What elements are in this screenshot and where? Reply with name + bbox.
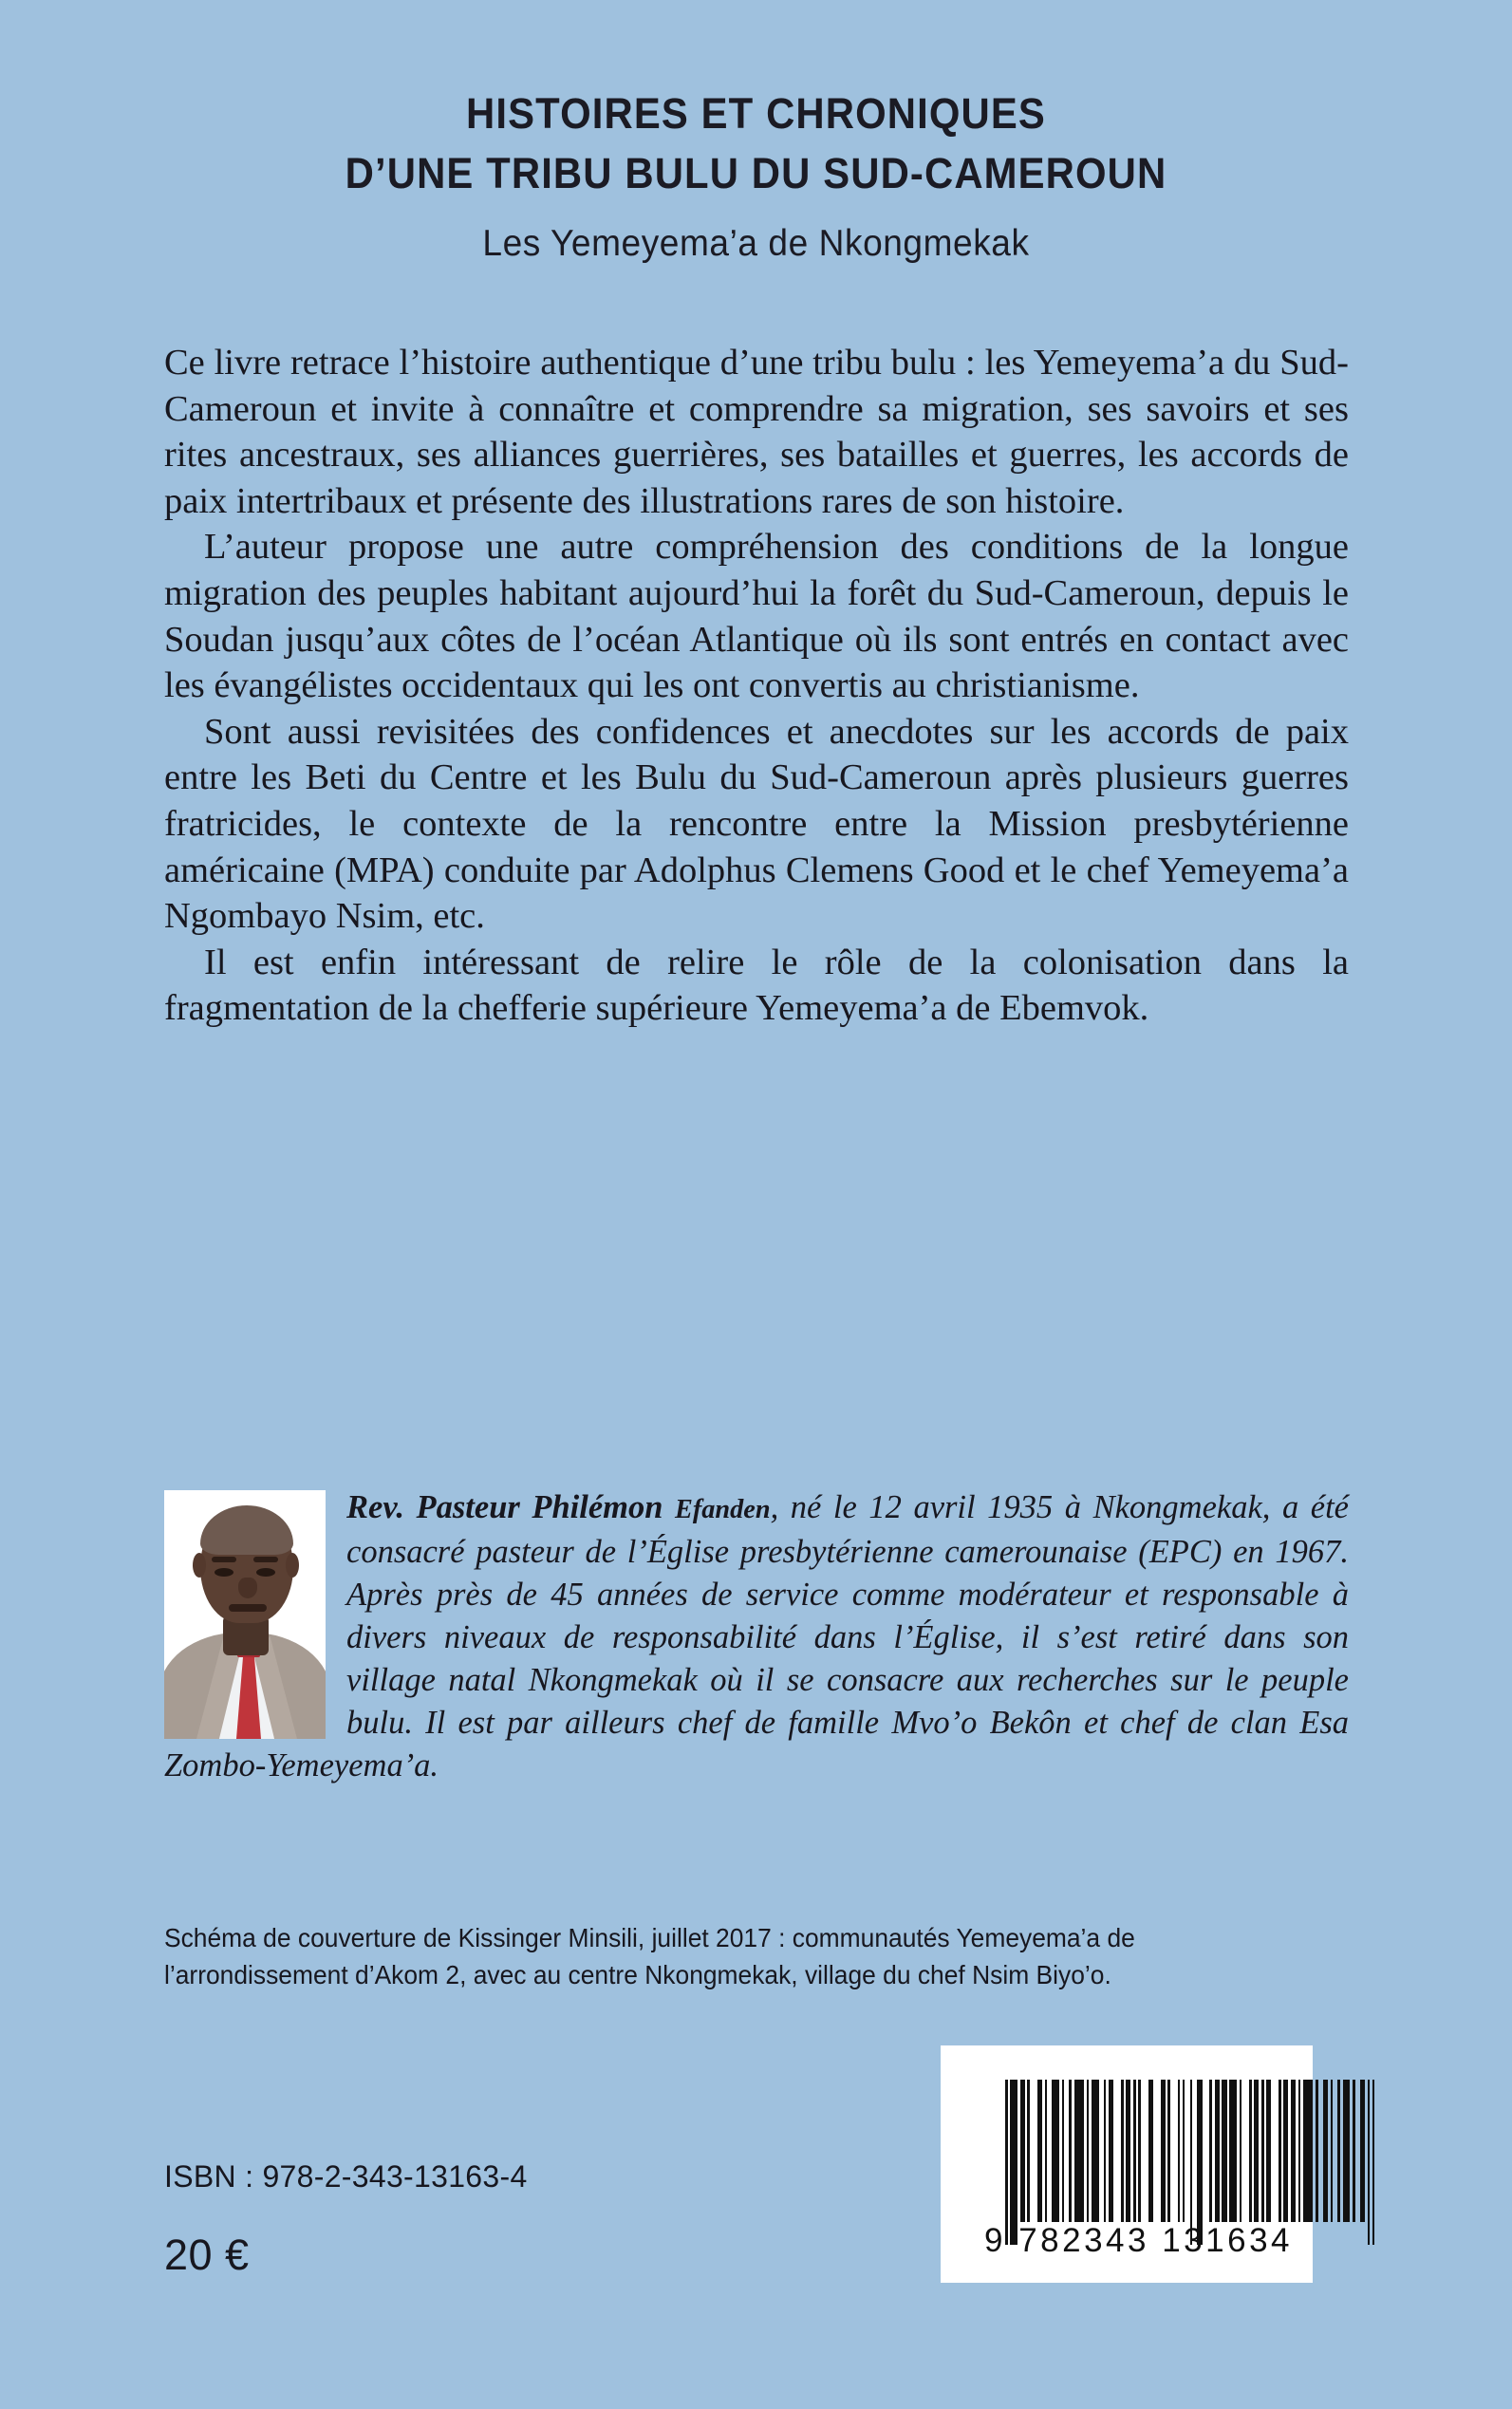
blurb-paragraph: Ce livre retrace l’histoire authentique d’une tribu bulu : les Yemeyema’a du Sud-Cameroun et invite à connaître et comprendre sa migration, ses savoirs et ses rites ancestraux, ses alliances guerrières, ses batailles et guerres, les accords de paix intertribaux et présente des illustrations rares de son histoire. — [164, 343, 1349, 521]
portrait-nose — [238, 1578, 257, 1598]
portrait-brow-left — [212, 1557, 236, 1562]
back-cover-blurb — [164, 340, 1349, 1032]
author-bio-text: , né le 12 avril 1935 à Nkongmekak, a été consacré pasteur de l’Église presbytérienne camerounaise (EPC) en 1967. Après près de 45 années de service comme modérateur et responsable à divers niveaux de responsabilité dans l’Église, il s’est retiré dans son village natal Nkongmekak où il se consacre aux recherches sur le peuple bulu. Il est par ailleurs chef de famille Mvo’o Bekôn et chef de clan Esa Zombo-Yemeyema’a. — [164, 1489, 1349, 1783]
author-name: Rev. Pasteur Philémon — [346, 1489, 675, 1525]
blurb-paragraph: L’auteur propose une autre compréhension des conditions de la longue migration des peuples habitant aujourd’hui la forêt du Sud-Cameroun, depuis le Soudan jusqu’aux côtes de l’océan Atlantique où ils sont entrés en contact avec les évangélistes occidentaux qui les ont convertis au christianisme. — [164, 527, 1349, 706]
portrait-mouth — [229, 1604, 267, 1612]
book-subtitle: Les Yemeyema’a de Nkongmekak — [482, 223, 1030, 264]
blurb-paragraph: Il est enfin intéressant de relire le rôle de la colonisation dans la fragmentation de la chefferie supérieure Yemeyema’a de Ebemvok. — [164, 942, 1349, 1029]
book-title-line-1: HISTOIRES ET CHRONIQUES — [466, 89, 1046, 138]
isbn-label: ISBN : 978-2-343-13163-4 — [164, 2159, 528, 2194]
barcode-bars — [1005, 2080, 1374, 2222]
barcode-panel — [941, 2045, 1313, 2283]
portrait-hair — [200, 1505, 293, 1555]
title-block — [0, 84, 1512, 271]
author-bio — [164, 1486, 1349, 1787]
cover-schema-credit: Schéma de couverture de Kissinger Minsili, juillet 2017 : communautés Yemeyema’a de l’arrondissement d’Akom 2, avec au centre Nkongmekak, village du chef Nsim Biyo’o. — [164, 1923, 1135, 1989]
portrait-brow-right — [253, 1557, 278, 1562]
author-portrait-photo — [164, 1490, 326, 1739]
barcode-digits: 9 782343 131634 — [984, 2222, 1293, 2259]
portrait-ear-right — [286, 1553, 299, 1578]
price-label: 20 € — [164, 2231, 250, 2279]
book-title-line-2: D’UNE TRIBU BULU DU SUD-CAMEROUN — [345, 149, 1167, 197]
portrait-eye-right — [256, 1568, 275, 1577]
portrait-eye-left — [215, 1568, 233, 1577]
blurb-paragraph: Sont aussi revisitées des confidences et anecdotes sur les accords de paix entre les Beti du Centre et les Bulu du Sud-Cameroun après plusieurs guerres fratricides, le contexte de la rencontre entre la Mission presbytérienne américaine (MPA) conduite par Adolphus Clemens Good et le chef Yemeyema’a Ngombayo Nsim, etc. — [164, 711, 1349, 937]
portrait-ear-left — [193, 1553, 206, 1578]
author-surname: Efanden — [674, 1495, 771, 1524]
